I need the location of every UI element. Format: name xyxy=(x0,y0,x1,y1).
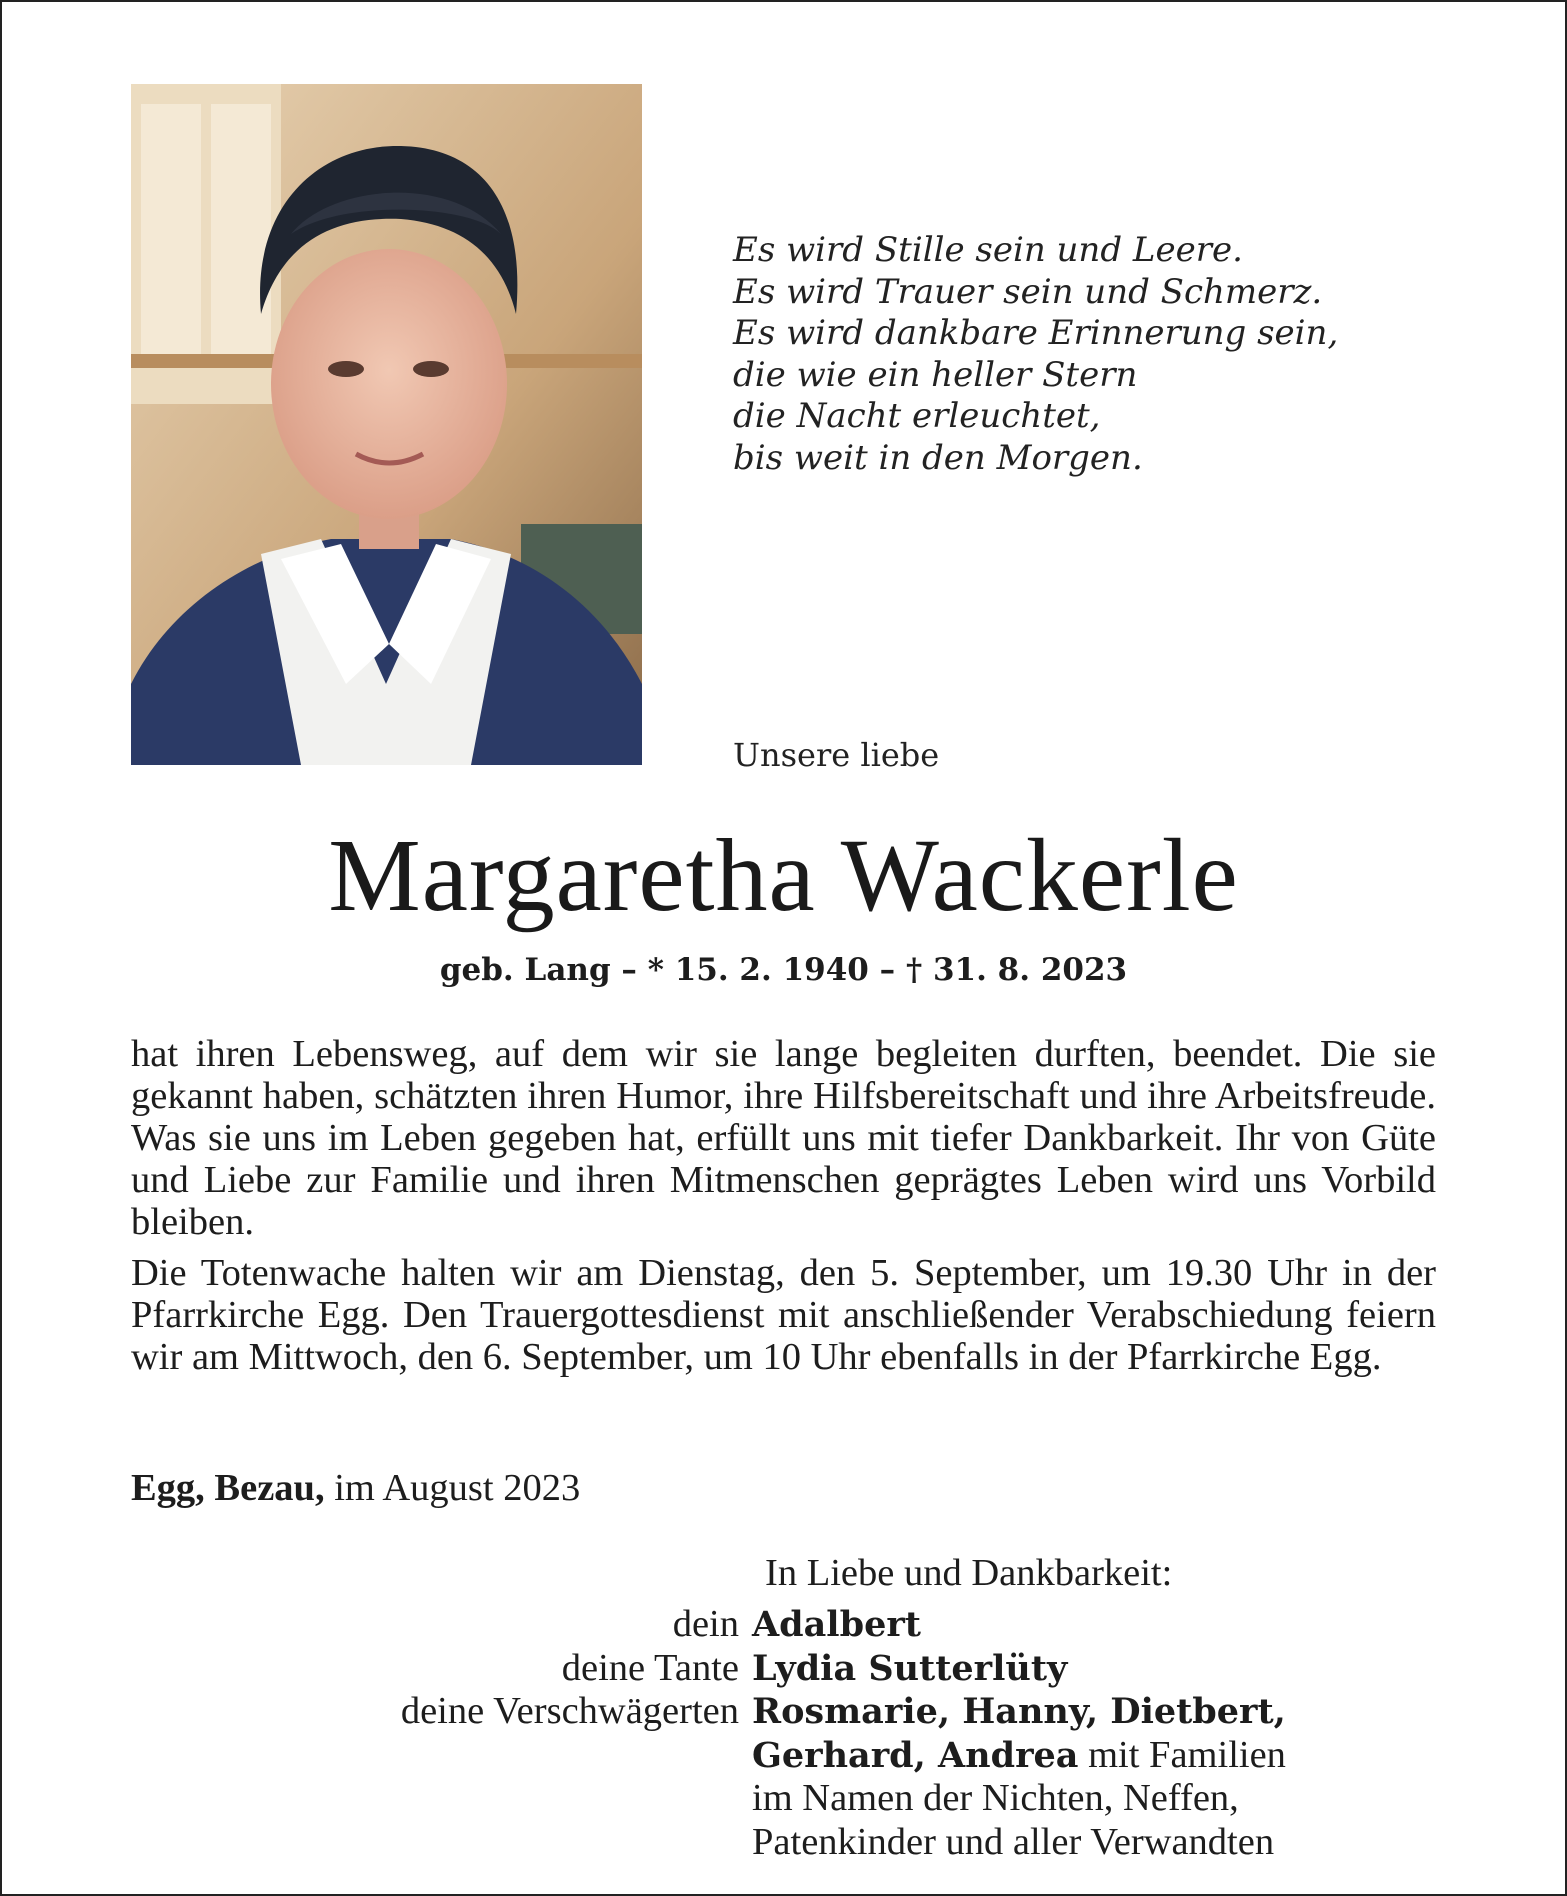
poem-line: bis weit in den Morgen. xyxy=(733,437,1143,478)
mourner-relation: deine Verschwägerten xyxy=(400,1690,739,1732)
poem-line: die wie ein heller Stern xyxy=(733,354,1138,395)
obituary-body xyxy=(131,1033,1436,1387)
mourner-names: Rosmarie, Hanny, Dietbert, xyxy=(752,1691,1286,1732)
intro-text: Unsere liebe xyxy=(733,736,940,774)
poem xyxy=(733,230,1338,479)
mourner-suffix: mit Familien xyxy=(1078,1733,1286,1776)
mourner-relation xyxy=(0,1821,752,1865)
deceased-name: Margaretha Wackerle xyxy=(328,818,1239,933)
mourner-row xyxy=(0,1821,1567,1865)
mourner-names: Adalbert xyxy=(752,1604,921,1645)
mourner-relation: deine Tante xyxy=(561,1646,739,1689)
portrait-photo xyxy=(131,84,642,765)
mourner-suffix: im Namen der Nichten, Neffen, xyxy=(752,1777,1239,1819)
mourner-row xyxy=(0,1734,1567,1778)
poem-line: Es wird dankbare Erinnerung sein, xyxy=(733,313,1339,353)
portrait-image xyxy=(131,84,642,765)
body-paragraph: Die Totenwache halten wir am Dienstag, den 5. September, um 19.30 Uhr in der Pfarrkirche Egg. Den Trauergottesdienst mit anschließender Verabschiedung feiern wir am Mittwoch, den 6. September, um 10 Uhr ebenfalls in der Pfarrkirche Egg. xyxy=(131,1252,1436,1378)
mourner-relation: dein xyxy=(672,1603,739,1645)
mourner-row xyxy=(0,1690,1567,1734)
mourner-row xyxy=(0,1603,1567,1647)
poem-line: die Nacht erleuchtet, xyxy=(733,396,1101,436)
mourner-suffix: Patenkinder und aller Verwandten xyxy=(752,1820,1275,1863)
poem-line: Es wird Trauer sein und Schmerz. xyxy=(733,271,1323,312)
place-date: im August 2023 xyxy=(334,1467,581,1509)
closing-line: In Liebe und Dankbarkeit: xyxy=(765,1552,1173,1594)
place-date-line xyxy=(131,1466,580,1510)
body-paragraph: hat ihren Lebensweg, auf dem wir sie lange begleiten durften, beendet. Die sie gekannt haben, schätzten ihren Humor, ihre Hilfsbereitschaft und ihre Arbeitsfreude. Was sie uns im Leben gegeben hat, erfüllt uns mit tiefer Dankbarkeit. Ihr von Güte und Liebe zur Familie und ihren Mitmenschen geprägtes Leben wird uns Vorbild bleiben. xyxy=(131,1033,1436,1243)
poem-line: Es wird Stille sein und Leere. xyxy=(733,230,1243,270)
mourner-names: Lydia Sutterlüty xyxy=(752,1647,1068,1689)
mourner-names: Gerhard, Andrea xyxy=(752,1734,1079,1776)
mourner-relation xyxy=(0,1777,752,1821)
mourner-relation xyxy=(0,1734,752,1778)
mourners-list xyxy=(0,1603,1567,1864)
mourner-row xyxy=(0,1647,1567,1691)
birth-death-details: geb. Lang – * 15. 2. 1940 – † 31. 8. 2023 xyxy=(439,952,1128,988)
mourner-row xyxy=(0,1777,1567,1821)
place-towns: Egg, Bezau, xyxy=(131,1467,325,1509)
